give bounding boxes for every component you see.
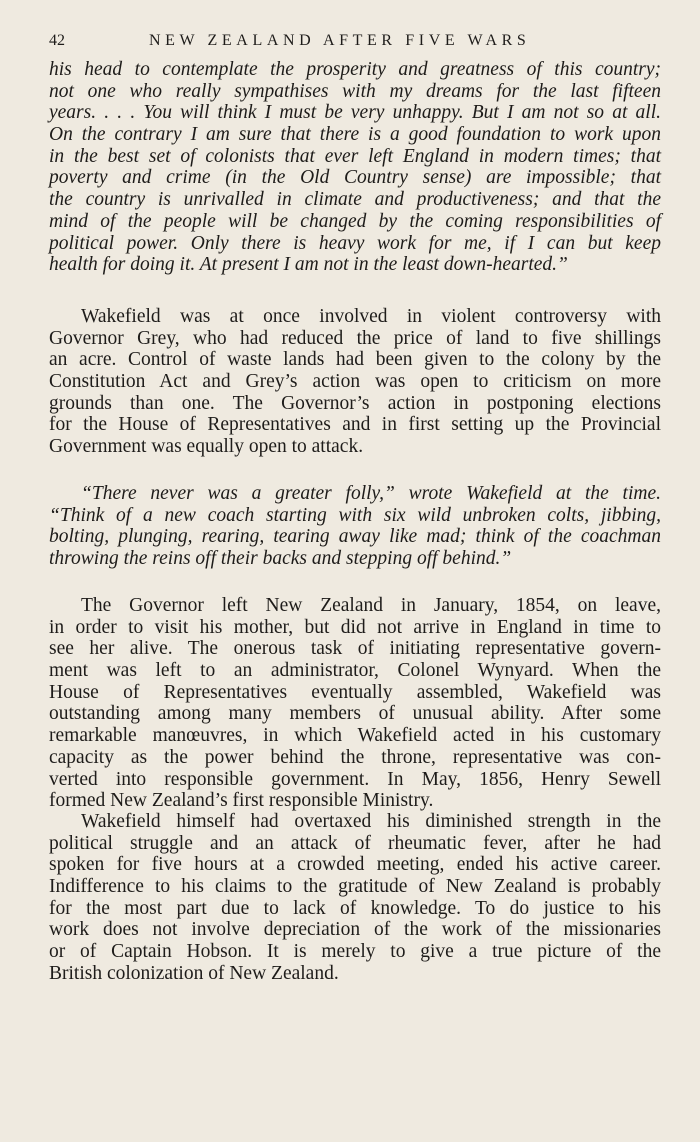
text-line: political struggle and an attack of rheumatic fever, after he had: [49, 832, 661, 854]
paragraph-wakefield-career: [49, 811, 661, 985]
text-line: the country is unrivalled in climate and productiveness; and that the: [49, 189, 661, 211]
text-line: for the most part due to lack of knowledge. To do justice to his: [49, 897, 661, 919]
text-line: outstanding among many members of unusual ability. After some: [49, 703, 661, 725]
text-line: spoken for five hours at a crowded meeting, ended his active career.: [49, 854, 661, 876]
text-line: Governor Grey, who had reduced the price of land to five shillings: [49, 327, 661, 349]
text-line: British colonization of New Zealand.: [49, 962, 339, 984]
text-line: Constitution Act and Grey’s action was open to criticism on more: [49, 371, 661, 393]
text-line: verted into responsible government. In May, 1856, Henry Sewell: [49, 768, 661, 790]
running-title: NEW ZEALAND AFTER FIVE WARS: [149, 32, 531, 49]
text-line: not one who really sympathises with my dreams for the last fifteen: [49, 80, 661, 102]
paragraph-grey-controversy: [49, 306, 661, 458]
text-line: “There never was a greater folly,” wrote Wakefield at the time.: [81, 483, 661, 504]
text-line: see her alive. The onerous task of initiating representative govern-: [49, 638, 661, 660]
running-head: [49, 30, 669, 52]
text-line: House of Representatives eventually assembled, Wakefield was: [49, 681, 661, 703]
text-line: health for doing it. At present I am not in the least down-hearted.”: [49, 254, 568, 276]
text-line: poverty and crime (in the Old Country sense) are impossible; that: [49, 167, 661, 189]
page-number: 42: [49, 32, 65, 49]
text-line: for the House of Representatives and in first setting up the Provincial: [49, 414, 661, 436]
text-line: remarkable manœuvres, in which Wakefield acted in his customary: [49, 725, 661, 747]
text-line: throwing the reins off their backs and stepping off behind.”: [49, 548, 512, 570]
text-line: On the contrary I am sure that there is a good foundation to work upon: [49, 124, 661, 146]
text-line: work does not involve depreciation of the work of the missionaries: [49, 919, 661, 941]
text-line: an acre. Control of waste lands had been given to the colony by the: [49, 349, 661, 371]
text-line: Government was equally open to attack.: [49, 436, 364, 458]
text-line: Wakefield himself had overtaxed his diminished strength in the: [81, 811, 661, 832]
quote-continued: [49, 59, 661, 276]
text-line: grounds than one. The Governor’s action in postponing elections: [49, 392, 661, 414]
text-line: bolting, plunging, rearing, tearing away like mad; think of the coachman: [49, 526, 661, 548]
text-line: ment was left to an administrator, Colonel Wynyard. When the: [49, 660, 661, 682]
text-line: Wakefield was at once involved in violent controversy with: [81, 306, 661, 327]
text-line: or of Captain Hobson. It is merely to give a true picture of the: [49, 941, 661, 963]
text-line: Indifference to his claims to the gratitude of New Zealand is probably: [49, 876, 661, 898]
text-line: in order to visit his mother, but did not arrive in England in time to: [49, 616, 661, 638]
text-line: political power. Only there is heavy work for me, if I can but keep: [49, 232, 661, 254]
text-line: his head to contemplate the prosperity and greatness of this country;: [49, 59, 661, 80]
text-line: capacity as the power behind the throne, representative was con-: [49, 746, 661, 768]
text-line: “Think of a new coach starting with six wild unbroken colts, jibbing,: [49, 504, 661, 526]
text-line: mind of the people will be changed by the coming responsibilities of: [49, 210, 661, 232]
quote-folly: [49, 483, 661, 570]
text-line: years. . . . You will think I must be very unhappy. But I am not so at all.: [49, 102, 661, 124]
text-line: The Governor left New Zealand in January, 1854, on leave,: [81, 595, 661, 616]
text-line: formed New Zealand’s first responsible Ministry.: [49, 790, 434, 812]
paragraph-governor-leave: [49, 595, 661, 812]
text-line: in the best set of colonists that ever left England in modern times; that: [49, 145, 661, 167]
